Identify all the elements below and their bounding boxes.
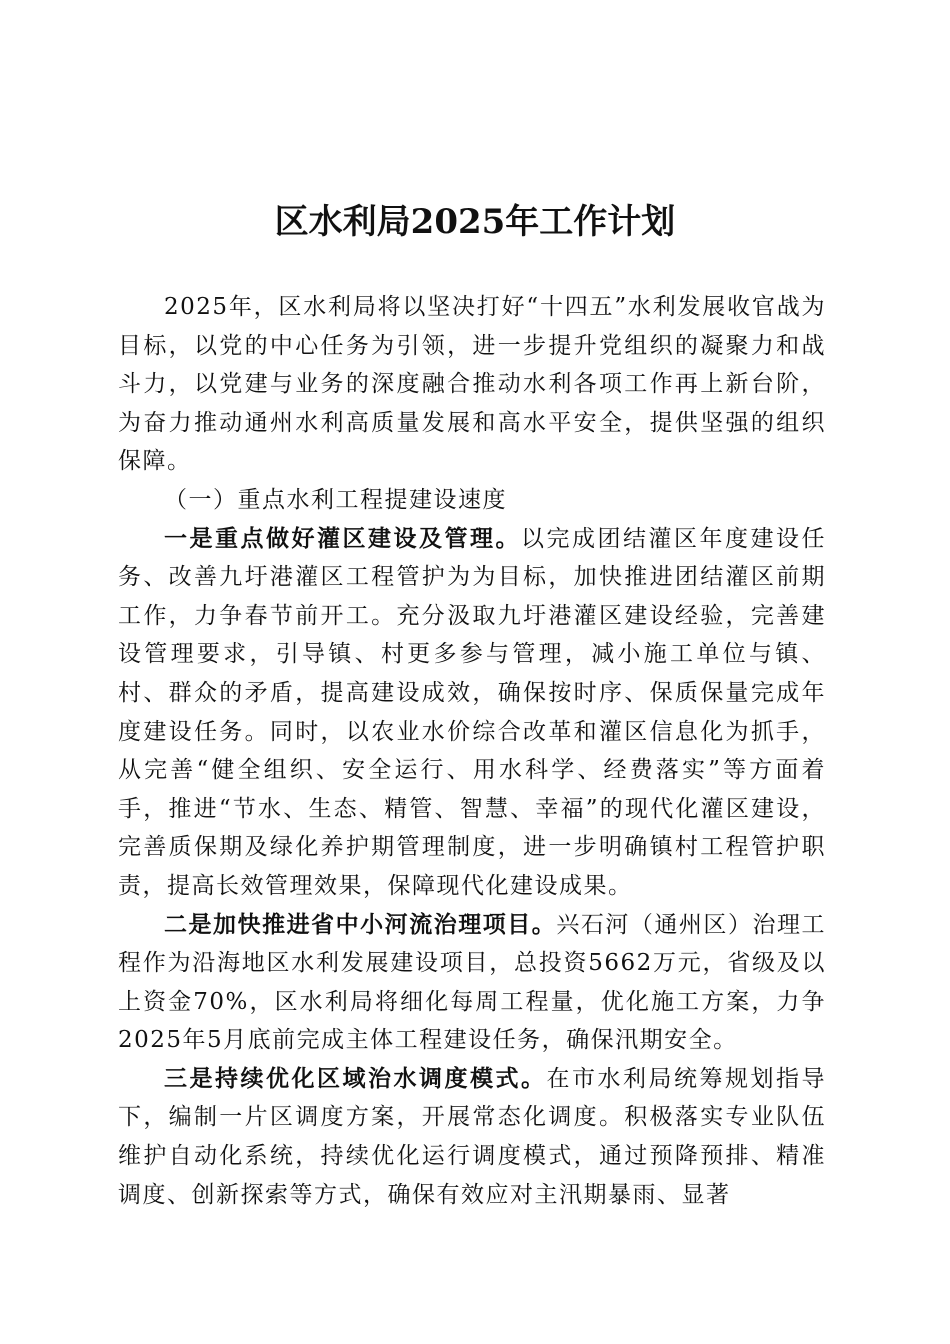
item-lead-3: 三是持续优化区域治水调度模式。 <box>164 1064 547 1092</box>
document-body <box>118 288 826 1214</box>
item-lead-1: 一是重点做好灌区建设及管理。 <box>164 524 521 552</box>
section-heading: （一）重点水利工程提建设速度 <box>164 486 507 513</box>
item-lead-2: 二是加快推进省中小河流治理项目。 <box>164 910 557 938</box>
item-text-2: 兴石河（通州区）治理工程作为沿海地区水利发展建设项目，总投资5662万元，省级及以上资金70%，区水利局将细化每周工程量，优化施工方案，力争2025年5月底前完成主体工程建设任务，确保汛期安全。 <box>118 911 827 1054</box>
item-paragraph-3 <box>118 1060 826 1214</box>
intro-paragraph: 2025年，区水利局将以坚决打好“十四五”水利发展收官战为目标，以党的中心任务为引领，进一步提升党组织的凝聚力和战斗力，以党建与业务的深度融合推动水利各项工作再上新台阶，为奋力推动通州水利高质量发展和高水平安全，提供坚强的组织保障。 <box>118 294 826 475</box>
item-text-1: 以完成团结灌区年度建设任务、改善九圩港灌区工程管护为为目标，加快推进团结灌区前期工作，力争春节前开工。充分汲取九圩港灌区建设经验，完善建设管理要求，引导镇、村更多参与管理，减小施工单位与镇、村、群众的矛盾，提高建设成效，确保按时序、保质保量完成年度建设任务。同时，以农业水价综合改革和灌区信息化为抓手，从完善“健全组织、安全运行、用水科学、经费落实”等方面着手，推进“节水、生态、精管、智慧、幸福”的现代化灌区建设，完善质保期及绿化养护期管理制度，进一步明确镇村工程管护职责，提高长效管理效果，保障现代化建设成果。 <box>118 525 826 899</box>
document-title: 区水利局2025年工作计划 <box>274 202 676 242</box>
item-text-3: 在市水利局统筹规划指导下，编制一片区调度方案，开展常态化调度。积极落实专业队伍维护自动化系统，持续优化运行调度模式，通过预降预排、精准调度、创新探索等方式，确保有效应对主汛期暴雨、显著 <box>118 1065 826 1208</box>
item-paragraph-1 <box>118 520 826 906</box>
item-paragraph-2 <box>118 906 826 1060</box>
